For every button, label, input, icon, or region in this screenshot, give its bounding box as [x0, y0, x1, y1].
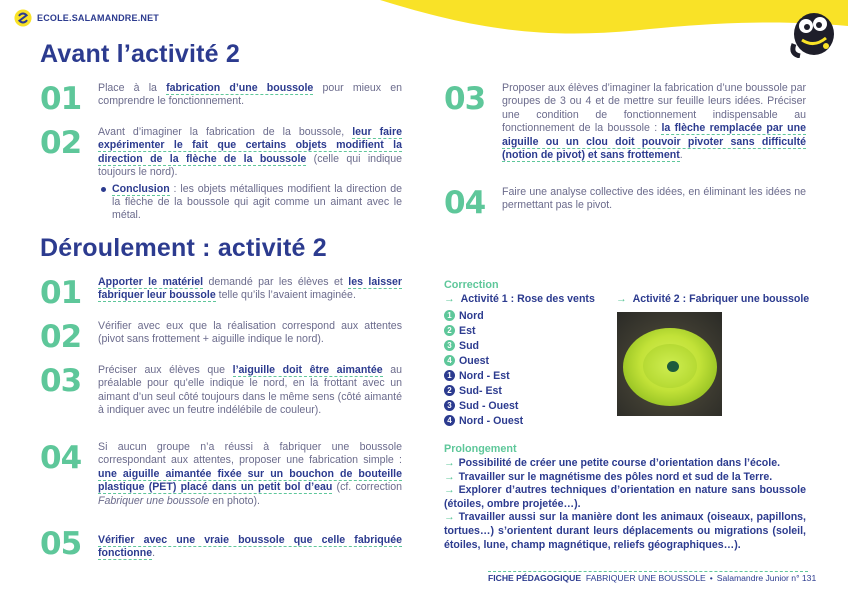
step-number: 01 [40, 81, 82, 117]
footer-magazine: Salamandre Junior n° 131 [716, 573, 817, 583]
list-item: 2 Est [444, 323, 523, 338]
step-text: Vérifier avec une vraie boussole que celle fabriquée fonctionne. [98, 534, 402, 560]
step-number: 03 [40, 363, 82, 399]
list-item: → Travailler aussi sur la manière dont les animaux (oiseaux, papillons, tortues…) s’orientent durant leurs déplacements ou migrations (soleil, étoiles, lune, champ magnétique, reliefs géographiques…). [444, 511, 806, 551]
step-text: Faire une analyse collective des idées, en éliminant les idées ne permettant pas le pivot. [502, 186, 806, 212]
cork-needle [667, 361, 679, 372]
list-item: 1 Nord [444, 308, 523, 323]
during-step-4 [40, 441, 402, 508]
page-footer: FICHE PÉDAGOGIQUE FABRIQUER UNE BOUSSOLE • Salamandre Junior n° 131 [488, 573, 817, 583]
step-number: 04 [40, 440, 82, 476]
footer-title: FABRIQUER UNE BOUSSOLE [585, 573, 706, 583]
step-text: Préciser aux élèves que l’aiguille doit être aimantée au préalable pour qu’elle indique le nord, en la frottant avec un aimant d’un seul côté toujours dans le même sens (côté aimanté à indiquer avec un feutre indélébile de couleur). [98, 364, 402, 417]
arrow-right-icon: → [444, 457, 455, 469]
list-item: 4 Ouest [444, 353, 523, 368]
arrow-right-icon: → [444, 470, 455, 483]
salamander-mascot-icon [786, 4, 838, 58]
salamandre-logo-icon [14, 9, 32, 27]
step-text: Place à la fabrication d’une boussole pour mieux en comprendre le fonctionnement. [98, 82, 403, 108]
footer-label: FICHE PÉDAGOGIQUE [488, 573, 582, 583]
step-number: 02 [40, 125, 82, 161]
correction-activity-1: → Activité 1 : Rose des vents [444, 293, 595, 305]
number-badge: 4 [444, 355, 455, 366]
before-step-1 [40, 82, 402, 116]
step-number: 03 [444, 81, 486, 117]
section-title-during: Déroulement : activité 2 [40, 234, 327, 262]
list-item: → Possibilité de créer une petite course d’orientation dans l’école. [444, 457, 781, 469]
during-step-3 [40, 364, 402, 418]
step-number: 05 [40, 526, 82, 562]
arrow-right-icon: → [616, 293, 627, 305]
list-item: 1 Nord - Est [444, 368, 523, 383]
list-item: → Travailler sur le magnétisme des pôles nord et sud de la Terre. [444, 470, 773, 483]
wind-rose-answers [444, 308, 523, 428]
step-text: Si aucun groupe n’a réussi à fabriquer une boussole correspondant aux attentes, proposer une fabrication simple : une aiguille aimantée fixée sur un bouchon de bouteille plastique (PET) placé dans un petit bol d’eau (cf. correction Fabriquer une boussole en photo). [98, 441, 402, 507]
step-number: 02 [40, 319, 82, 355]
list-item: 3 Sud [444, 338, 523, 353]
brand-name: ECOLE.SALAMANDRE.NET [37, 13, 160, 23]
during-step-2 [40, 320, 402, 354]
step-text: Proposer aux élèves d’imaginer la fabrication d’une boussole par groupes de 3 ou 4 et de mettre sur feuille leurs idées. Préciser une condition de fonctionnement indispensable au fonctionnement de la boussole : la flèche remplacée par une aiguille ou un clou doit pouvoir pivoter sans difficulté (notion de pivot) et sans frottement. [502, 82, 806, 162]
step-text: Vérifier avec eux que la réalisation correspond aux attentes (pivot sans frottement + aiguille indique le nord). [98, 320, 402, 346]
step-text: Apporter le matériel demandé par les élèves et les laisser fabriquer leur boussole telle qu’ils l’avaient imaginée. [98, 276, 402, 302]
number-badge: 2 [444, 325, 455, 336]
footer-divider [488, 571, 808, 572]
number-badge: 3 [444, 400, 455, 411]
list-item: → Explorer d’autres techniques d’orientation en nature sans boussole (étoiles, ombre projetée…). [444, 484, 806, 510]
correction-title: Correction [444, 279, 499, 291]
during-step-1 [40, 276, 402, 310]
conclusion-bullet: Conclusion : les objets métalliques modifient la direction de la flèche de la boussole qui agit comme un aimant avec le métal. [98, 183, 402, 223]
before-step-3 [444, 82, 806, 162]
correction-activity-2: → Activité 2 : Fabriquer une boussole [616, 293, 810, 305]
before-step-4 [444, 186, 806, 220]
arrow-right-icon: → [444, 293, 455, 305]
arrow-right-icon: → [444, 484, 455, 497]
during-step-5 [40, 527, 402, 561]
step-text: Avant d’imaginer la fabrication de la boussole, leur faire expérimenter le fait que certains objets modifient la direction de la flèche de la boussole (celle qui indique toujours le nord). Conclusion : les objets métalliques modifient la direction de la flèche de la boussole qui agit comme un aimant avec le métal. [98, 126, 402, 222]
number-badge: 1 [444, 370, 455, 381]
step-number: 01 [40, 275, 82, 311]
number-badge: 4 [444, 415, 455, 426]
before-step-2 [40, 126, 402, 223]
number-badge: 2 [444, 385, 455, 396]
number-badge: 3 [444, 340, 455, 351]
step-number: 04 [444, 185, 486, 221]
prolongement-list [444, 457, 806, 552]
brand[interactable] [14, 9, 159, 27]
prolongement-title: Prolongement [444, 443, 517, 455]
arrow-right-icon: → [444, 511, 455, 524]
compass-bowl-photo [617, 312, 722, 416]
list-item: 3 Sud - Ouest [444, 398, 523, 413]
section-title-before: Avant l’activité 2 [40, 40, 240, 68]
list-item: 2 Sud- Est [444, 383, 523, 398]
number-badge: 1 [444, 310, 455, 321]
list-item: 4 Nord - Ouest [444, 413, 523, 428]
